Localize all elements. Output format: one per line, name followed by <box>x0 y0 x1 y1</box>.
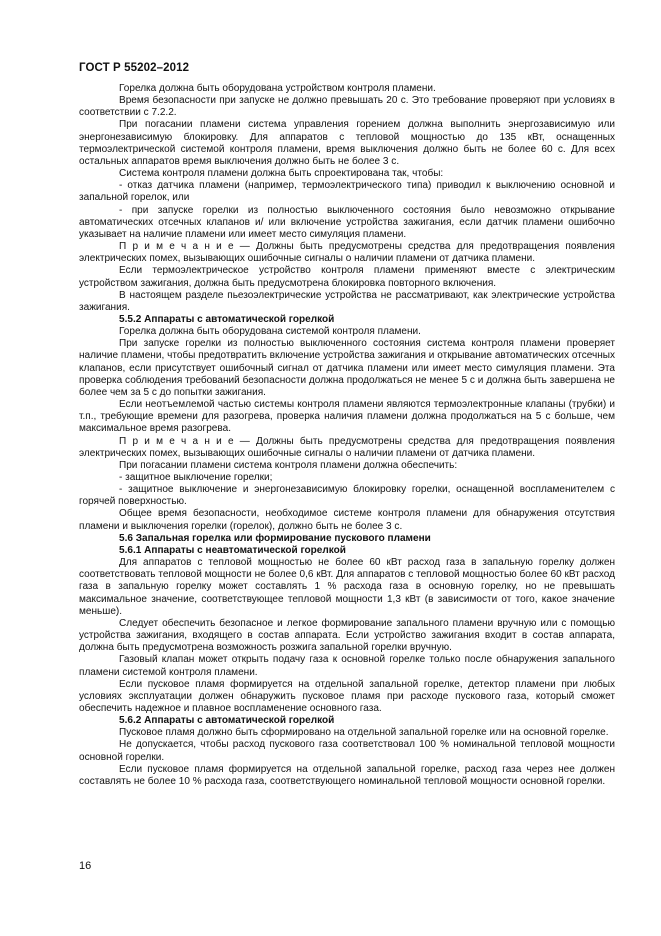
paragraph: При погасании пламени система управления горением должна выполнить энергозависимую или энергонезависимую блокировку. Для аппаратов с тепловой мощностью до 135 кВт, оснащенных термоэлектрической системой контроля пламени, время выключения должно быть не более 60 с. Для всех остальных аппаратов время выключения должно быть не более 3 с. <box>79 119 615 167</box>
paragraph: Время безопасности при запуске не должно превышать 20 с. Это требование проверяют при условиях в соответствии с 7.2.2. <box>79 95 615 119</box>
document-header: ГОСТ Р 55202–2012 <box>79 62 190 74</box>
section-heading: 5.5.2 Аппараты с автоматической горелкой <box>119 313 335 325</box>
paragraph: Для аппаратов с тепловой мощностью не более 60 кВт расход газа в запальную горелку должен соответствовать тепловой мощности не более 0,6 кВт. Для аппаратов с тепловой мощностью более 60 кВт расход газа в запальную горелку может составлять 1 % расхода газа в основную горелку, но не превышать максимальное значение, соответствующее тепловой мощности 1,3 кВт (в зависимости от того, какое значение меньше). <box>79 557 615 617</box>
list-item: - защитное выключение и энергонезависимую блокировку горелки, оснащенной воспламенителем с горячей поверхностью. <box>79 484 615 508</box>
paragraph: Пусковое пламя должно быть сформировано на отдельной запальной горелке или на основной горелке. <box>119 727 609 739</box>
note: П р и м е ч а н и е — Должны быть предусмотрены средства для предотвращения появления электрических помех, вызывающих ошибочные сигналы о наличии пламени от датчика пламени. <box>79 241 615 265</box>
paragraph: Не допускается, чтобы расход пускового газа соответствовал 100 % номинальной тепловой мощности основной горелки. <box>79 739 615 763</box>
list-item: - защитное выключение горелки; <box>119 472 273 483</box>
paragraph: Если термоэлектрическое устройство контроля пламени применяют вместе с электрическим устройством зажигания, должна быть предусмотрена блокировка повторного включения. <box>79 265 615 289</box>
paragraph: Следует обеспечить безопасное и легкое формирование запального пламени вручную или с помощью устройства зажигания, входящего в состав аппарата. Если устройство зажигания входит в состав аппарата, должна быть предусмотрена возможность розжига запальной горелки вручную. <box>79 617 615 654</box>
paragraph: При погасании пламени система контроля пламени должна обеспечить: <box>119 459 458 471</box>
paragraph: При запуске горелки из полностью выключенного состояния система контроля пламени проверяет наличие пламени, чтобы предотвратить включение устройства зажигания и открывание автоматических отсечных клапанов, если присутствует ошибочный сигнал от датчика пламени или имеет место симуляция пламени. Эта проверка соблюдения требований безопасности должна продолжаться не менее 5 с и должна быть завершена не более чем за 5 с до попытки зажигания. <box>79 338 615 398</box>
paragraph: Общее время безопасности, необходимое системе контроля пламени для обнаружения отсутствия пламени и выключения горелки (горелок), должно быть не более 3 с. <box>79 508 615 532</box>
note: П р и м е ч а н и е — Должны быть предусмотрены средства для предотвращения появления электрических помех, вызывающих ошибочные сигналы о наличии пламени от датчика пламени. <box>79 435 615 459</box>
section-heading: 5.6 Запальная горелка или формирование пускового пламени <box>119 532 431 544</box>
list-item: - отказ датчика пламени (например, термоэлектрического типа) приводил к выключению основной и запальной горелок, или <box>79 180 615 204</box>
paragraph: Если пусковое пламя формируется на отдельной запальной горелке, детектор пламени при любых условиях эксплуатации должен обнаружить пусковое пламя при расходе пускового газа, который сможет обеспечить надежное и плавное воспламенение основного газа. <box>79 678 615 714</box>
paragraph: В настоящем разделе пьезоэлектрические устройства не рассматривают, как электрические устройства зажигания. <box>79 289 615 313</box>
paragraph: Если неотъемлемой частью системы контроля пламени являются термоэлектронные клапаны (трубки) и т.п., требующие времени для разогрева, проверка наличия пламени должна продолжаться на 5 с больше, чем максимальное время разогрева. <box>79 399 615 435</box>
section-heading: 5.6.1 Аппараты с неавтоматической горелкой <box>119 544 346 556</box>
paragraph: Если пусковое пламя формируется на отдельной запальной горелке, расход газа через нее должен составлять не более 10 % расхода газа, соответствующего номинальной тепловой мощности основной горелки. <box>79 763 615 787</box>
paragraph: Горелка должна быть оборудована системой контроля пламени. <box>119 326 421 338</box>
paragraph: Система контроля пламени должна быть спроектирована так, чтобы: <box>119 168 444 180</box>
paragraph: Горелка должна быть оборудована устройством контроля пламени. <box>119 83 436 94</box>
list-item: - при запуске горелки из полностью выключенного состояния было невозможно открывание автоматических отсечных клапанов и/ или включение устройства зажигания, если датчик пламени ошибочно указывает на наличие пламени или имеет место симуляция пламени. <box>79 204 615 240</box>
paragraph: Газовый клапан может открыть подачу газа к основной горелке только после обнаружения запального пламени системой контроля пламени. <box>79 654 615 678</box>
section-heading: 5.6.2 Аппараты с автоматической горелкой <box>119 715 335 727</box>
page-number: 16 <box>79 860 92 872</box>
document-body <box>79 83 615 788</box>
